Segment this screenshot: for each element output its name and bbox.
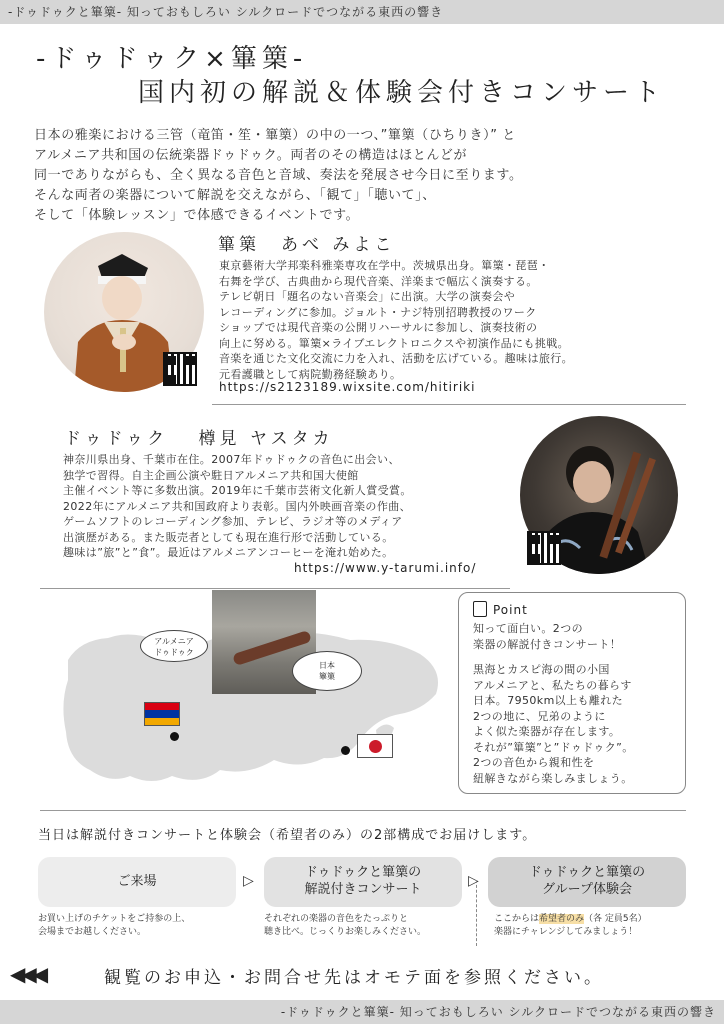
- intro-line: そんな両者の楽器について解説を交えながら、「観て」「聴いて」、: [34, 188, 436, 203]
- callout-line: アルメニア: [154, 637, 194, 646]
- point-line: アルメニアと、私たちの暮らす: [473, 678, 632, 692]
- bio-line: テレビ朝日「題名のない音楽会」に出演。大学の演奏会や: [219, 290, 516, 303]
- performer2-name: ドゥドゥク 樽見 ヤスタカ: [64, 429, 334, 449]
- arrow-right-icon: ▷: [243, 873, 254, 889]
- divider: [40, 810, 686, 811]
- bio-line: 音楽を通じた文化交流に力を入れ、活動を広げている。趣味は旅行。: [219, 352, 574, 365]
- title-line-2: 国内初の解説＆体験会付きコンサート: [138, 78, 666, 108]
- point-body: [473, 621, 678, 786]
- armenia-location-dot: [170, 732, 179, 741]
- point-line: 2つの音色から親和性を: [473, 756, 595, 769]
- point-box: [458, 592, 686, 794]
- performer2-url[interactable]: https://www.y-tarumi.info/: [294, 561, 477, 575]
- step-note-arrival: [38, 913, 190, 939]
- callout-line: ドゥドゥク: [154, 648, 194, 657]
- callout-line: 日本: [319, 661, 335, 670]
- performer1-bio: [219, 258, 689, 382]
- point-line: 日本。7950km以上も離れた: [473, 694, 624, 707]
- note-line: お買い上げのチケットをご持参の上、: [38, 914, 191, 924]
- point-line: それが”篳篥”と”ドゥドゥク”。: [473, 740, 634, 754]
- note-line: 楽器にチャレンジしてみましょう！: [494, 927, 638, 937]
- performer1-qr-code-icon[interactable]: [163, 352, 197, 386]
- callout-line: 篳篥: [319, 672, 335, 681]
- bio-line: レコーディングに参加。ジョルト・ナジ特別招聘教授のワーク: [219, 305, 537, 319]
- note-line: それぞれの楽器の音色をたっぷりと: [264, 914, 409, 924]
- note-text: ここからは: [494, 914, 540, 924]
- note-line: 聴き比べ。じっくりお楽しみください。: [264, 927, 427, 937]
- point-line: 楽器の解説付きコンサート！: [473, 637, 622, 651]
- point-heading-label: Point: [493, 603, 528, 617]
- notepad-pen-icon: [473, 601, 487, 617]
- point-heading: [473, 601, 528, 617]
- performer2-qr-code-icon[interactable]: [527, 531, 561, 565]
- bio-line: 趣味は”旅”と”食”。最近はアルメニアンコーヒーを淹れ始めた。: [63, 546, 394, 559]
- step-arrival: [38, 857, 236, 907]
- title-line-1: -ドゥドゥク×篳篥-: [36, 44, 308, 74]
- note-line: 会場までお越しください。: [38, 927, 147, 937]
- point-line: 黒海とカスピ海の間の小国: [473, 663, 610, 676]
- japan-flag-icon: [357, 734, 393, 758]
- step-label: グループ体験会: [542, 882, 632, 897]
- bio-line: 独学で習得。自主企画公演や駐日アルメニア共和国大使館: [63, 468, 359, 482]
- step-note-concert: [264, 913, 426, 939]
- bio-line: 神奈川県出身、千葉市在住。2007年ドゥドゥクの音色に出会い、: [63, 453, 400, 466]
- intro-line: そして「体験レッスン」で体感できるイベントです。: [34, 208, 360, 223]
- bio-line: ゲームソフトのレコーディング参加、テレビ、ラジオ等のメディア: [63, 515, 403, 528]
- bio-line: 2022年にアルメニア共和国政府より表彰。国内外映画音楽の作曲、: [63, 499, 412, 513]
- point-line: 2つの地に、兄弟のように: [473, 709, 606, 723]
- step-label: ドゥドゥクと篳篥の: [304, 865, 422, 880]
- footer-bar: -ドゥドゥクと篳篥- 知っておもしろい シルクロードでつながる東西の響き: [0, 1000, 724, 1024]
- header-bar: -ドゥドゥクと篳篥- 知っておもしろい シルクロードでつながる東西の響き: [0, 0, 724, 24]
- armenia-flag-icon: [144, 702, 180, 726]
- step-note-workshop: [494, 913, 647, 939]
- point-line: 紐解きながら楽しみましょう。: [473, 771, 633, 785]
- performer1-name: 篳篥 あべ みよこ: [218, 235, 396, 255]
- intro-line: 同一でありながらも、全く異なる音色と音域、奏法を発展させ今日に至ります。: [34, 168, 523, 183]
- bio-line: ショップでは現代音楽の公開リハーサルに参加し、演奏技術の: [219, 321, 538, 334]
- step-label: ご来場: [117, 874, 157, 889]
- bio-line: 主催イベント等に多数出演。2019年に千葉市芸術文化新人賞受賞。: [63, 484, 412, 497]
- divider: [40, 588, 510, 589]
- bio-line: 元看護職として病院勤務経験あり。: [219, 367, 402, 381]
- japan-location-dot: [341, 746, 350, 755]
- step-workshop: [488, 857, 686, 907]
- dashed-separator: [476, 880, 477, 946]
- step-label: ドゥドゥクと篳篥の: [528, 865, 646, 880]
- note-line: [494, 913, 647, 926]
- note-highlight: 希望者のみ: [539, 914, 585, 924]
- arrow-right-icon: ▷: [468, 873, 479, 889]
- bio-line: 出演歴がある。また販売者としても現在進行形で活動している。: [63, 530, 394, 544]
- intro-text: [34, 126, 704, 226]
- performer2-bio: [63, 452, 533, 561]
- intro-line: 日本の雅楽における三管（竜笛・笙・篳篥）の中の一つ、”篳篥（ひちりき）” と: [34, 128, 516, 143]
- step-concert: [264, 857, 462, 907]
- japan-callout: [292, 651, 362, 691]
- performer1-url[interactable]: https://s2123189.wixsite.com/hitiriki: [219, 380, 476, 394]
- bio-line: 右舞を学び、古典曲から現代音楽、洋楽まで幅広く演奏する。: [219, 274, 538, 288]
- note-text: （各 定員5名）: [584, 914, 647, 924]
- armenia-callout: [140, 630, 208, 662]
- contact-cta: 観覧のお申込・お問合せ先はオモテ面を参照ください。: [104, 968, 604, 988]
- bio-line: 東京藝術大学邦楽科雅楽専攻在学中。茨城県出身。篳篥・琵琶・: [219, 259, 550, 272]
- point-line: よく似た楽器が存在します。: [473, 725, 621, 738]
- point-line: 知って面白い。2つの: [473, 622, 583, 635]
- divider: [212, 404, 686, 405]
- step-label: 解説付きコンサート: [304, 882, 422, 897]
- program-structure-text: 当日は解説付きコンサートと体験会（希望者のみ）の2部構成でお届けします。: [38, 828, 537, 843]
- bio-line: 向上に努める。篳篥×ライブエレクトロニクスや初演作品にも挑戦。: [219, 336, 570, 350]
- triple-arrow-left-icon: ◀◀◀: [10, 962, 45, 986]
- intro-line: アルメニア共和国の伝統楽器ドゥドゥク。両者のその構造はほとんどが: [34, 148, 468, 163]
